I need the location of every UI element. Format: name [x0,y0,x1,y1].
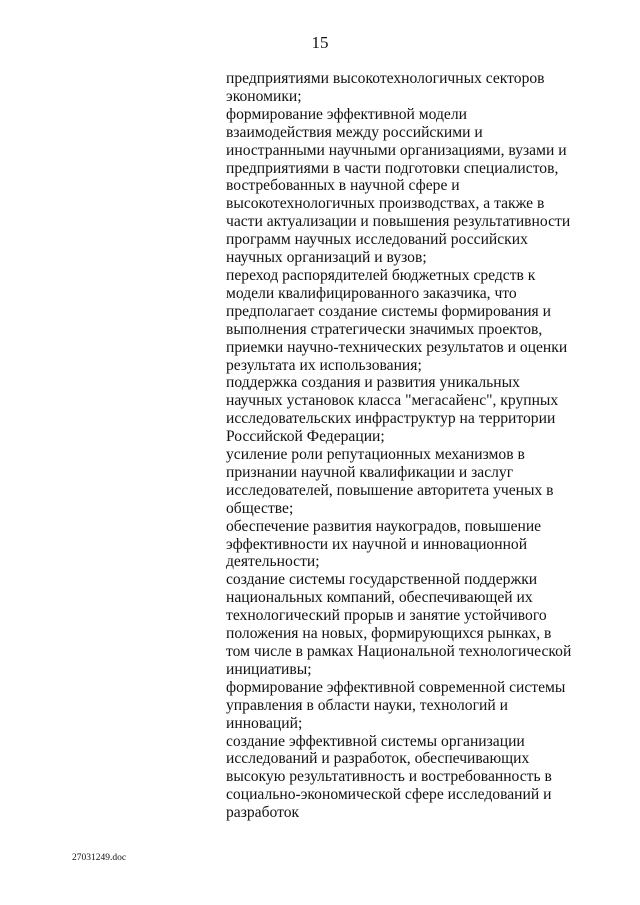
text-line: формирование эффективной современной системы [226,678,566,696]
text-line: программ научных исследований российских [226,231,528,249]
text-line: социально-экономической сфере исследований и [226,786,552,804]
text-line: положения на новых, формирующихся рынках, в [226,625,552,643]
text-line: научных установок класса "мегасайенс", крупных [226,392,559,410]
text-line: научных организаций и вузов; [226,249,427,267]
file-name-footer: 27031249.doc [72,853,127,863]
text-line: результата их использования; [226,356,422,374]
text-line: взаимодействия между российскими и [226,123,483,141]
text-line: экономики; [226,87,302,105]
text-line: том числе в рамках Национальной технологической [226,643,572,660]
text-line: предполагает создание системы формирования и [226,302,551,320]
text-line: создание эффективной системы организации [226,732,525,750]
text-line: выполнения стратегически значимых проектов, [226,320,543,338]
text-line: предприятиями в части подготовки специалистов, [226,159,559,177]
text-line: поддержка создания и развития уникальных [226,374,520,392]
text-line: управления в области науки, технологий и [226,696,508,714]
text-line: деятельности; [226,553,320,571]
text-line: модели квалифицированного заказчика, что [226,284,517,302]
text-line: исследований и разработок, обеспечивающих [226,750,530,768]
text-line: технологический прорыв и занятие устойчивого [226,607,547,625]
text-line: высокотехнологичных производствах, а также в [226,195,545,213]
text-line: национальных компаний, обеспечивающей их [226,589,533,607]
text-line: обществе; [226,499,294,517]
page-number: 15 [311,33,329,52]
text-line: части актуализации и повышения результативности [226,213,571,231]
text-line: переход распорядителей бюджетных средств к [226,266,536,284]
text-line: исследовательских инфраструктур на территории [226,410,556,428]
text-line: обеспечение развития наукоградов, повышение [226,517,542,535]
text-line: востребованных в научной сфере и [226,177,460,195]
text-line: формирование эффективной модели [226,105,467,123]
text-line: исследователей, повышение авторитета ученых в [226,481,554,499]
text-line: эффективности их научной и инновационной [226,535,528,553]
text-line: создание системы государственной поддержки [226,571,538,589]
text-line: усиление роли репутационных механизмов в [226,446,525,464]
text-line: иностранными научными организациями, вузами и [226,141,567,159]
text-line: инициативы; [226,660,312,678]
text-line: Российской Федерации; [226,428,385,446]
text-line: приемки научно-технических результатов и оценки [226,338,568,356]
text-line: разработок [226,804,300,822]
text-line: предприятиями высокотехнологичных секторов [226,70,545,87]
text-line: инноваций; [226,714,303,732]
text-line: высокую результативность и востребованность в [226,768,552,786]
document-body [226,70,606,822]
text-line: признании научной квалификации и заслуг [226,463,514,481]
